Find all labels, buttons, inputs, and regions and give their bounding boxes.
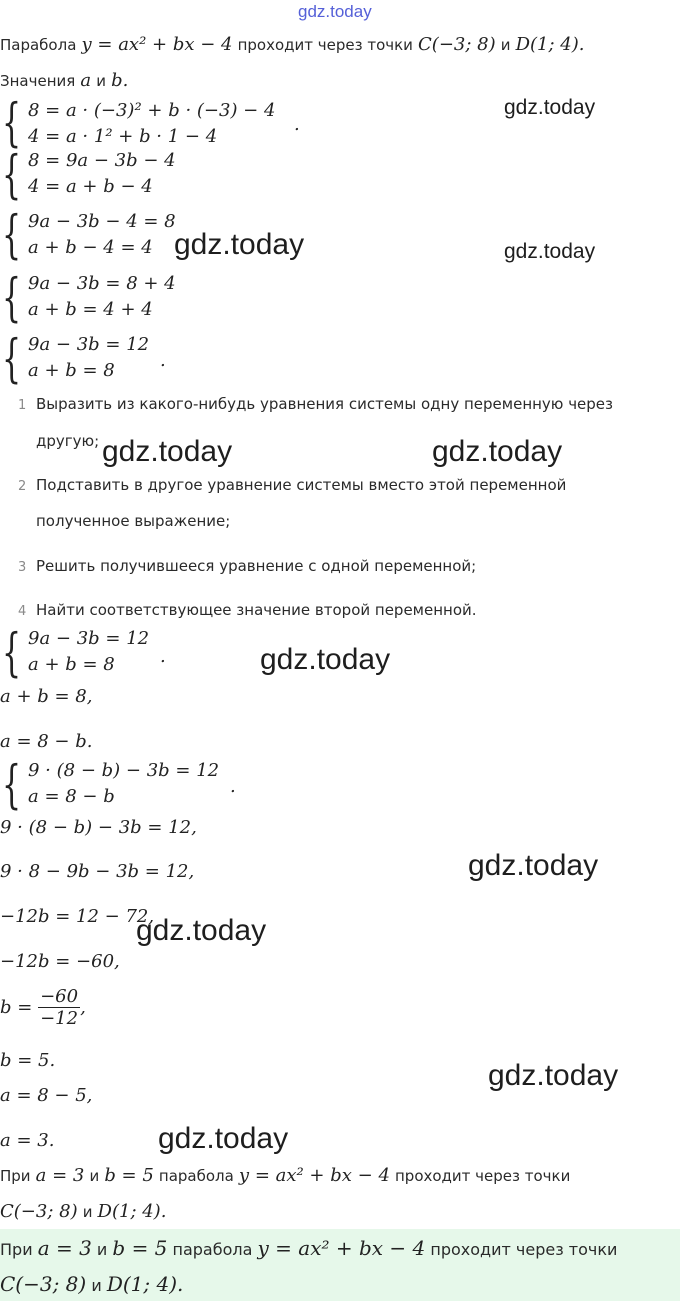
conclusion-equation: y = ax² + bx − 4	[238, 1165, 390, 1186]
solution-line-6: −12b = −60,	[0, 951, 120, 972]
solution-line-4: 9 · 8 − 9b − 3b = 12,	[0, 861, 195, 882]
values-label: Значения	[0, 72, 76, 90]
conclusion-a: a = 3	[35, 1165, 85, 1186]
system-6-dot: .	[160, 646, 166, 667]
watermark: gdz.today	[504, 240, 596, 263]
answer-point-c: C(−3; 8)	[0, 1272, 87, 1296]
watermark: gdz.today	[432, 435, 563, 468]
intro-conj: и	[500, 36, 511, 54]
system-4-brace: {	[2, 269, 22, 329]
values-line	[0, 70, 128, 91]
answer-and: и	[96, 1240, 108, 1259]
watermark: gdz.today	[174, 228, 305, 261]
conclusion-passes: проходит через точки	[395, 1167, 571, 1185]
system-2-line-2: 4 = a + b − 4	[28, 176, 153, 197]
watermark: gdz.today	[260, 643, 391, 676]
system-5-line-2: a + b = 8	[28, 360, 115, 381]
answer-point-d: D(1; 4).	[106, 1272, 184, 1296]
system-2-brace: {	[2, 146, 22, 206]
intro-point-c: C(−3; 8)	[418, 34, 496, 55]
fraction-denominator: −12	[40, 1008, 79, 1029]
step-2-number: 2	[18, 479, 27, 494]
watermark: gdz.today	[158, 1122, 289, 1155]
watermark: gdz.today	[136, 914, 267, 947]
answer-line-1	[0, 1236, 617, 1260]
system-1-line-1: 8 = a · (−3)² + b · (−3) − 4	[28, 100, 276, 121]
answer-passes: проходит через точки	[430, 1240, 618, 1259]
step-2-line-1: Подставить в другое уравнение системы вместо этой переменной	[36, 476, 567, 494]
system-4-line-2: a + b = 4 + 4	[28, 299, 153, 320]
system-3-brace: {	[2, 206, 22, 266]
conclusion-pre: При	[0, 1167, 31, 1185]
step-1-line-2: другую;	[36, 432, 100, 450]
intro-mid: проходит через точки	[237, 36, 413, 54]
header-watermark: gdz.today	[298, 2, 372, 21]
system-3-line-2: a + b − 4 = 4	[28, 237, 153, 258]
conclusion-b: b = 5	[104, 1165, 154, 1186]
conclusion-line-2	[0, 1201, 166, 1222]
system-7-dot: .	[230, 776, 236, 797]
answer-b: b = 5	[112, 1236, 168, 1260]
system-7-brace: {	[2, 756, 22, 816]
conclusion-and: и	[89, 1167, 100, 1185]
step-2-line-2: полученное выражение;	[36, 512, 231, 530]
intro-line	[0, 34, 584, 55]
conclusion-point-c: C(−3; 8)	[0, 1201, 78, 1222]
conclusion-parabola: парабола	[158, 1167, 234, 1185]
system-7-line-2: a = 8 − b	[28, 786, 115, 807]
solution-line-7: b = 5.	[0, 1050, 56, 1071]
values-and: и	[96, 72, 106, 90]
system-5-dot: .	[160, 350, 166, 371]
solution-line-1: a + b = 8,	[0, 686, 93, 707]
intro-point-d: D(1; 4).	[515, 34, 585, 55]
step-3-number: 3	[18, 560, 27, 575]
system-1-line-2: 4 = a · 1² + b · 1 − 4	[28, 126, 218, 147]
answer-pre: При	[0, 1240, 33, 1259]
answer-a: a = 3	[37, 1236, 92, 1260]
answer-line-2	[0, 1272, 183, 1296]
watermark: gdz.today	[102, 435, 233, 468]
fraction	[38, 986, 80, 1029]
system-6-brace: {	[2, 624, 22, 684]
solution-line-2: a = 8 − b.	[0, 731, 93, 752]
values-a: a	[80, 70, 92, 91]
solution-line-9: a = 3.	[0, 1130, 55, 1151]
system-6-line-2: a + b = 8	[28, 654, 115, 675]
system-3-line-1: 9a − 3b − 4 = 8	[28, 211, 176, 232]
conclusion-conj: и	[82, 1203, 93, 1221]
conclusion-point-d: D(1; 4).	[97, 1201, 167, 1222]
system-5-brace: {	[2, 330, 22, 390]
solution-line-3: 9 · (8 − b) − 3b = 12,	[0, 817, 197, 838]
answer-parabola: парабола	[172, 1240, 253, 1259]
intro-equation: y = ax² + bx − 4	[81, 34, 233, 55]
step-4-number: 4	[18, 604, 27, 619]
system-5-line-1: 9a − 3b = 12	[28, 334, 150, 355]
fraction-lhs: b =	[0, 997, 33, 1018]
fraction-line	[0, 986, 86, 1029]
values-b: b.	[111, 70, 129, 91]
system-2-line-1: 8 = 9a − 3b − 4	[28, 150, 176, 171]
conclusion-line-1	[0, 1165, 570, 1186]
solution-line-5: −12b = 12 − 72,	[0, 906, 155, 927]
answer-equation: y = ax² + bx − 4	[257, 1236, 426, 1260]
fraction-tail: ,	[80, 997, 86, 1018]
watermark: gdz.today	[488, 1059, 619, 1092]
system-7-line-1: 9 · (8 − b) − 3b = 12	[28, 760, 220, 781]
solution-line-8: a = 8 − 5,	[0, 1085, 93, 1106]
step-1-line-1: Выразить из какого-нибудь уравнения системы одну переменную через	[36, 395, 614, 413]
step-1-number: 1	[18, 398, 27, 413]
answer-conj: и	[91, 1276, 102, 1295]
watermark: gdz.today	[504, 96, 596, 119]
intro-label: Парабола	[0, 36, 77, 54]
system-4-line-1: 9a − 3b = 8 + 4	[28, 273, 176, 294]
system-1-brace: {	[2, 94, 22, 154]
system-1-dot: .	[294, 114, 300, 135]
watermark: gdz.today	[468, 849, 599, 882]
step-3-line-1: Решить получившееся уравнение с одной переменной;	[36, 557, 477, 575]
step-4-line-1: Найти соответствующее значение второй переменной.	[36, 601, 477, 619]
fraction-numerator: −60	[40, 986, 79, 1007]
system-6-line-1: 9a − 3b = 12	[28, 628, 150, 649]
